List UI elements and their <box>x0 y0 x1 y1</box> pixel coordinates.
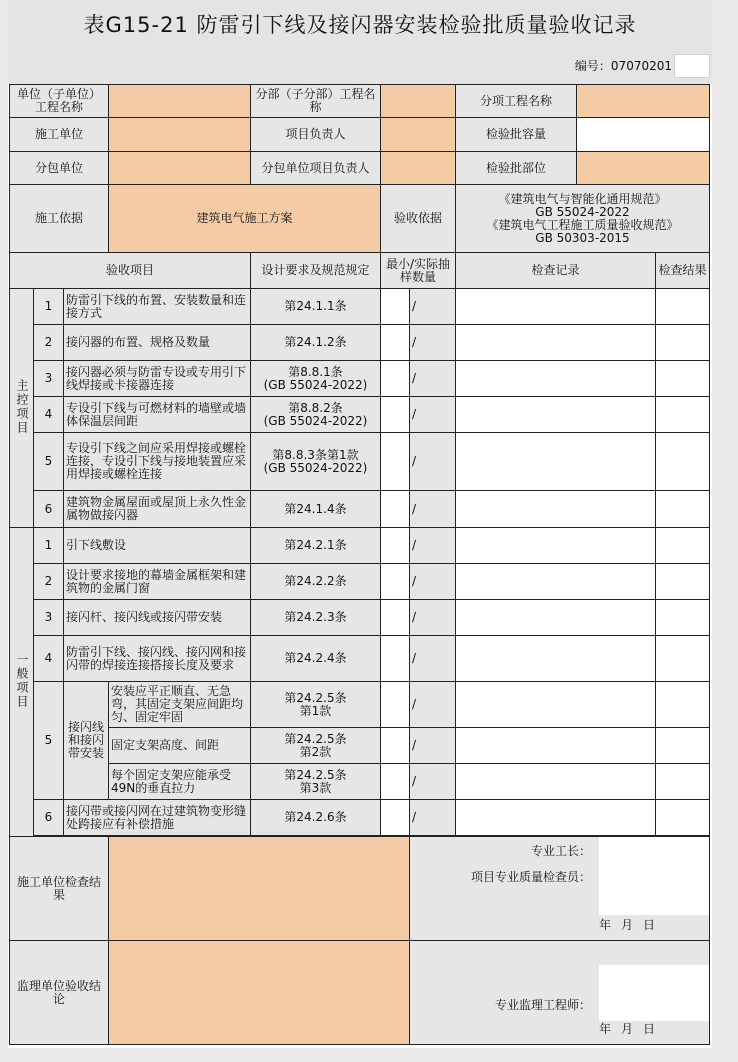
item-text: 接闪杆、接闪线或接闪带安装 <box>64 600 251 636</box>
result-cell[interactable] <box>656 433 710 491</box>
result-cell[interactable] <box>656 397 710 433</box>
unit-name-label: 单位（子单位）工程名称 <box>10 85 109 118</box>
engineer-label: 专业监理工程师： <box>494 998 591 1012</box>
item-req: 第24.2.6条 <box>251 800 381 836</box>
item-text: 引下线敷设 <box>64 528 251 564</box>
sample-slash[interactable]: / <box>410 682 456 728</box>
sample-slash[interactable]: / <box>410 325 456 361</box>
item-req: 第8.8.2条 (GB 55024-2022) <box>251 397 381 433</box>
record-cell[interactable] <box>456 325 656 361</box>
sample-slash[interactable]: / <box>410 289 456 325</box>
result-cell[interactable] <box>656 636 710 682</box>
batch-location-cell[interactable] <box>577 152 710 185</box>
serial-input-box[interactable] <box>674 54 710 78</box>
result-cell[interactable] <box>656 764 710 800</box>
record-cell[interactable] <box>456 600 656 636</box>
accept-basis-value: 《建筑电气与智能化通用规范》 GB 55024-2022 《建筑电气工程施工质量验收规范》 GB 50303-2015 <box>456 185 710 253</box>
supervisor-date: 年月日 <box>598 1022 665 1036</box>
contractor-cell[interactable] <box>109 118 251 152</box>
foreman-label: 专业工长： <box>530 844 591 858</box>
item-text: 接闪带或接闪网在过建筑物变形缝处跨接应有补偿措施 <box>64 800 251 836</box>
item-req: 第24.2.1条 <box>251 528 381 564</box>
sample-slash[interactable]: / <box>410 491 456 528</box>
sample-cell[interactable] <box>381 636 410 682</box>
item-no: 2 <box>34 564 64 600</box>
batch-location-label: 检验批部位 <box>456 152 577 185</box>
acceptance-table <box>9 84 710 1045</box>
item-text: 固定支架高度、间距 <box>109 728 251 764</box>
sample-cell[interactable] <box>381 728 410 764</box>
item-req: 第24.2.4条 <box>251 636 381 682</box>
result-cell[interactable] <box>656 528 710 564</box>
sample-slash[interactable]: / <box>410 361 456 397</box>
item-text: 专设引下线之间应采用焊接或螺栓连接，专设引下线与接地装置应采用焊接或螺栓连接 <box>64 433 251 491</box>
contractor-result-cell[interactable] <box>109 837 410 941</box>
basis-value[interactable]: 建筑电气施工方案 <box>109 185 381 253</box>
item-no: 6 <box>34 491 64 528</box>
sample-slash[interactable]: / <box>410 800 456 836</box>
record-cell[interactable] <box>456 564 656 600</box>
item-text: 防雷引下线、接闪线、接闪网和接闪带的焊接连接搭接长度及要求 <box>64 636 251 682</box>
batch-capacity-label: 检验批容量 <box>456 118 577 152</box>
supervisor-result-label: 监理单位验收结论 <box>10 941 109 1045</box>
col-sample-header: 最小/实际抽样数量 <box>381 253 456 289</box>
result-cell[interactable] <box>656 361 710 397</box>
sample-cell[interactable] <box>381 289 410 325</box>
sample-slash[interactable]: / <box>410 600 456 636</box>
result-cell[interactable] <box>656 325 710 361</box>
record-cell[interactable] <box>456 728 656 764</box>
item-no: 3 <box>34 361 64 397</box>
subcontractor-cell[interactable] <box>109 152 251 185</box>
record-cell[interactable] <box>456 800 656 836</box>
sub-manager-label: 分包单位项目负责人 <box>251 152 381 185</box>
contractor-signature-area <box>410 837 710 941</box>
col-req-header: 设计要求及规范规定 <box>251 253 381 289</box>
item5-group-label: 接闪线和接闪带安装 <box>64 682 109 800</box>
sample-cell[interactable] <box>381 800 410 836</box>
item-no: 1 <box>34 528 64 564</box>
project-manager-label: 项目负责人 <box>251 118 381 152</box>
sub-manager-cell[interactable] <box>381 152 456 185</box>
item-req: 第24.1.4条 <box>251 491 381 528</box>
record-cell[interactable] <box>456 528 656 564</box>
record-cell[interactable] <box>456 491 656 528</box>
item-no: 4 <box>34 636 64 682</box>
item-req: 第8.8.1条 (GB 55024-2022) <box>251 361 381 397</box>
sample-slash[interactable]: / <box>410 528 456 564</box>
sample-cell[interactable] <box>381 361 410 397</box>
qc-label: 项目专业质量检查员： <box>470 870 591 884</box>
item-req: 第24.2.5条 第1款 <box>251 682 381 728</box>
item-text: 每个固定支架应能承受49N的垂直拉力 <box>109 764 251 800</box>
sample-slash[interactable]: / <box>410 433 456 491</box>
item-req: 第24.1.2条 <box>251 325 381 361</box>
subitem-label: 分项工程名称 <box>456 85 577 118</box>
col-result-header: 检查结果 <box>656 253 710 289</box>
item-text: 接闪器的布置、规格及数量 <box>64 325 251 361</box>
contractor-date: 年月日 <box>598 918 665 932</box>
sample-cell[interactable] <box>381 682 410 728</box>
division-label: 分部（子分部）工程名称 <box>251 85 381 118</box>
item-text: 防雷引下线的布置、安装数量和连接方式 <box>64 289 251 325</box>
result-cell[interactable] <box>656 289 710 325</box>
accept-basis-label: 验收依据 <box>381 185 456 253</box>
item-no: 1 <box>34 289 64 325</box>
sample-cell[interactable] <box>381 325 410 361</box>
item-text: 建筑物金属屋面或屋顶上永久性金属物做接闪器 <box>64 491 251 528</box>
unit-name-cell[interactable] <box>109 85 251 118</box>
item-text: 安装应平正顺直、无急弯，其固定支架应间距均匀、固定牢固 <box>109 682 251 728</box>
contractor-result-label: 施工单位检查结果 <box>10 837 109 941</box>
division-cell[interactable] <box>381 85 456 118</box>
result-cell[interactable] <box>656 800 710 836</box>
main-group-label: 主控项目 <box>10 289 34 528</box>
contractor-label: 施工单位 <box>10 118 109 152</box>
col-record-header: 检查记录 <box>456 253 656 289</box>
item-req: 第24.2.2条 <box>251 564 381 600</box>
sample-slash[interactable]: / <box>410 764 456 800</box>
sample-slash[interactable]: / <box>410 636 456 682</box>
record-cell[interactable] <box>456 636 656 682</box>
sample-cell[interactable] <box>381 764 410 800</box>
item-req: 第24.2.3条 <box>251 600 381 636</box>
item-no: 4 <box>34 397 64 433</box>
serial-number: 编号：07070201 <box>560 54 672 78</box>
item-req: 第24.2.5条 第3款 <box>251 764 381 800</box>
result-cell[interactable] <box>656 491 710 528</box>
item-no: 2 <box>34 325 64 361</box>
general-group-label: 一般项目 <box>10 528 34 837</box>
sample-cell[interactable] <box>381 564 410 600</box>
batch-capacity-cell[interactable] <box>577 118 710 152</box>
result-cell[interactable] <box>656 564 710 600</box>
item-no: 5 <box>34 433 64 491</box>
project-manager-cell[interactable] <box>381 118 456 152</box>
contractor-sign-box[interactable] <box>599 837 709 915</box>
item-no: 3 <box>34 600 64 636</box>
item-text: 设计要求接地的幕墙金属框架和建筑物的金属门窗 <box>64 564 251 600</box>
sample-cell[interactable] <box>381 528 410 564</box>
result-cell[interactable] <box>656 600 710 636</box>
result-cell[interactable] <box>656 682 710 728</box>
col-item-header: 验收项目 <box>10 253 251 289</box>
item-text: 专设引下线与可燃材料的墙壁或墙体保温层间距 <box>64 397 251 433</box>
sample-slash[interactable]: / <box>410 728 456 764</box>
sample-slash[interactable]: / <box>410 397 456 433</box>
supervisor-signature-area <box>410 941 710 1045</box>
record-cell[interactable] <box>456 289 656 325</box>
sample-cell[interactable] <box>381 491 410 528</box>
item-no: 6 <box>34 800 64 836</box>
sample-cell[interactable] <box>381 433 410 491</box>
item-text: 接闪器必须与防雷专设或专用引下线焊接或卡接器连接 <box>64 361 251 397</box>
sample-slash[interactable]: / <box>410 564 456 600</box>
subitem-cell[interactable] <box>577 85 710 118</box>
item-no: 5 <box>34 682 64 800</box>
subcontractor-label: 分包单位 <box>10 152 109 185</box>
record-cell[interactable] <box>456 397 656 433</box>
item-req: 第8.8.3条第1款 (GB 55024-2022) <box>251 433 381 491</box>
record-cell[interactable] <box>456 433 656 491</box>
supervisor-result-cell[interactable] <box>109 941 410 1045</box>
form-title: 表G15-21 防雷引下线及接闪器安装检验批质量验收记录 <box>8 0 712 50</box>
item-req: 第24.2.5条 第2款 <box>251 728 381 764</box>
supervisor-sign-box[interactable] <box>599 965 709 1021</box>
record-cell[interactable] <box>456 682 656 728</box>
basis-label: 施工依据 <box>10 185 109 253</box>
sample-cell[interactable] <box>381 600 410 636</box>
sample-cell[interactable] <box>381 397 410 433</box>
result-cell[interactable] <box>656 728 710 764</box>
record-cell[interactable] <box>456 361 656 397</box>
record-cell[interactable] <box>456 764 656 800</box>
item-req: 第24.1.1条 <box>251 289 381 325</box>
